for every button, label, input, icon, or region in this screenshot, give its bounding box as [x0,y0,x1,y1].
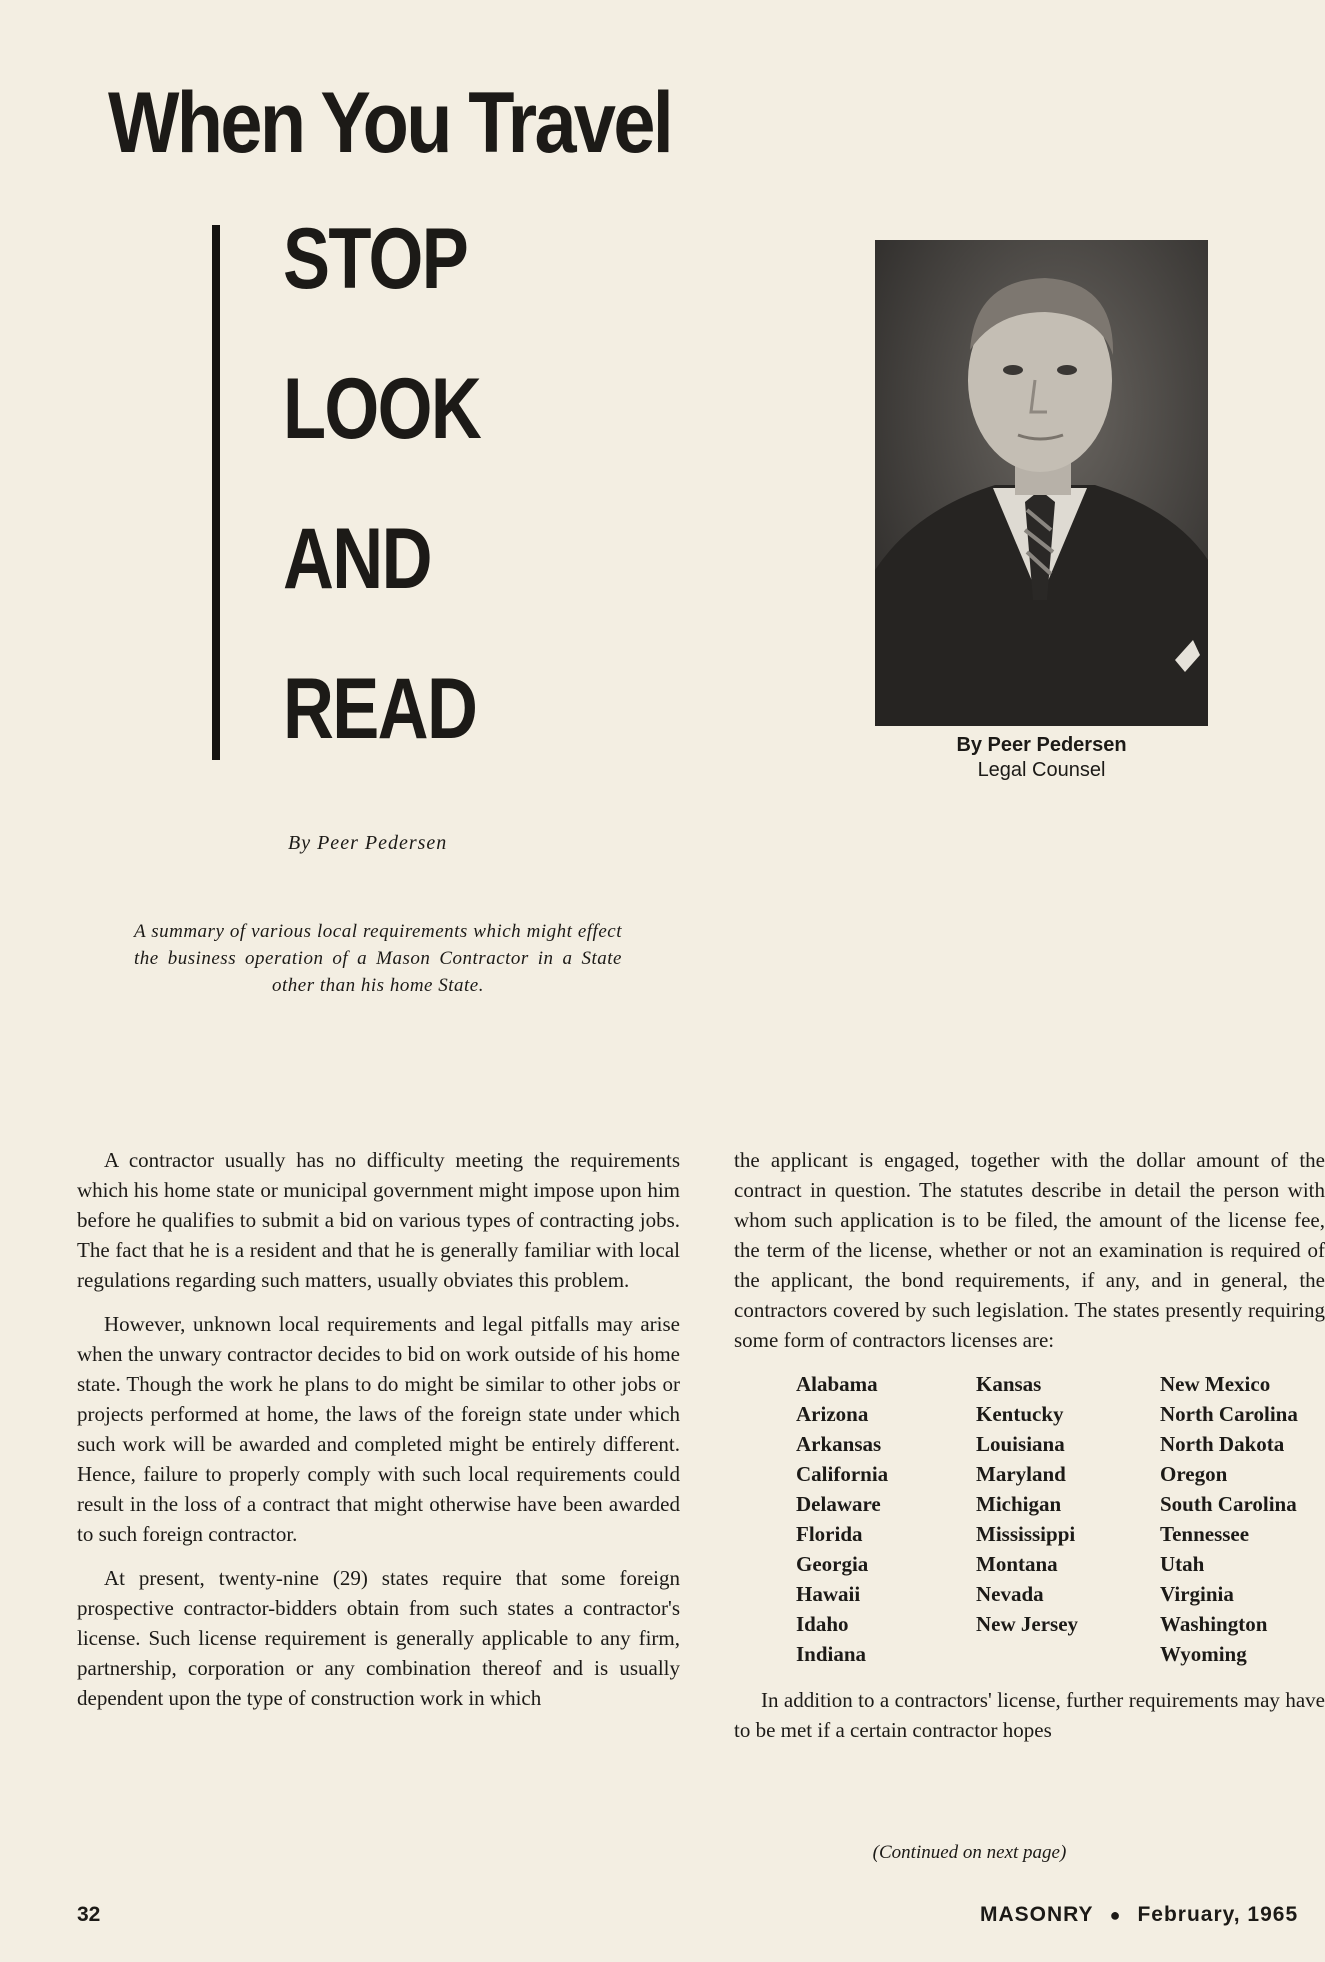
state-name: Michigan [976,1492,1062,1516]
body-paragraph: At present, twenty-nine (29) states require that some foreign prospective contractor-bidders obtain from such states a contractor's license. Such license requirement is generally applicable to any firm, partnership, corporation or any combination thereof and is usually dependent upon the type of construction work in which [77,1566,680,1710]
state-name: North Dakota [1160,1432,1285,1456]
state-name: Wyoming [1160,1642,1247,1666]
states-column-1 [796,1369,976,1669]
state-name: Maryland [976,1462,1066,1486]
body-paragraph: In addition to a contractors' license, further requirements may have to be met if a certain contractor hopes [734,1688,1325,1742]
states-column-2 [976,1369,1160,1669]
body-paragraph: the applicant is engaged, together with the dollar amount of the contract in question. The statutes describe in detail the person with whom such application is to be filed, the amount of the license fee, the term of the license, whether or not an examination is required of the applicant, the bond requirements, if any, and in general, the contractors covered by such legislation. The states presently requiring some form of contractors licenses are: [734,1148,1325,1352]
state-name: Mississippi [976,1522,1076,1546]
state-name: New Mexico [1160,1372,1271,1396]
state-name: New Jersey [976,1612,1079,1636]
state-name: Nevada [976,1582,1044,1606]
state-name: Montana [976,1552,1058,1576]
state-name: Florida [796,1522,863,1546]
state-name: Alabama [796,1372,878,1396]
body-column-left [77,1145,680,1727]
bullet-separator: ● [1109,1905,1122,1925]
state-name: Georgia [796,1552,869,1576]
state-name: Utah [1160,1552,1205,1576]
state-name: Delaware [796,1492,881,1516]
state-name: Arizona [796,1402,869,1426]
state-name: Indiana [796,1642,867,1666]
article-title: When You Travel [108,75,672,171]
body-paragraph: A contractor usually has no difficulty meeting the requirements which his home state or municipal government might impose upon him before he qualifies to submit a bid on various types of contracting jobs. The fact that he is a resident and that he is generally familiar with local regulations regarding such matters, usually obviates this problem. [77,1148,680,1292]
state-name: South Carolina [1160,1492,1297,1516]
state-name: Virginia [1160,1582,1234,1606]
state-name: Kentucky [976,1402,1064,1426]
state-name: Tennessee [1160,1522,1250,1546]
headline-word-and: AND [283,511,431,607]
headline-word-stop: STOP [283,211,468,307]
state-name: Hawaii [796,1582,861,1606]
body-paragraph: However, unknown local requirements and legal pitfalls may arise when the unwary contractor decides to bid on work outside of his home state. Though the work he plans to do might be similar to other jobs or projects performed at home, the laws of the foreign state under which such work will be awarded and completed might be entirely different. Hence, failure to properly comply with such local requirements could result in the loss of a contract that might otherwise have been awarded to such foreign contractor. [77,1312,680,1546]
headline-word-read: READ [283,661,477,757]
continued-note [734,1842,1325,1864]
photo-caption [875,733,1208,783]
continued-text: (Continued on next page) [872,1842,1067,1863]
state-name: Washington [1160,1612,1268,1636]
caption-name: By Peer Pedersen [956,734,1127,756]
states-column-3 [1160,1369,1325,1669]
state-name: Louisiana [976,1432,1065,1456]
article-summary: A summary of various local requirements which might effect the business operation of a Mason Contractor in a State other than his home State. [134,921,622,996]
byline: By Peer Pedersen [288,832,448,854]
author-portrait [875,240,1208,726]
vertical-rule [212,225,220,760]
issue-date: February, 1965 [1137,1903,1299,1926]
state-name: Idaho [796,1612,849,1636]
headline-word-look: LOOK [283,361,481,457]
body-column-right [734,1145,1325,1785]
state-name: North Carolina [1160,1402,1298,1426]
magazine-footer [980,1903,1298,1927]
magazine-name: MASONRY [980,1903,1094,1926]
state-name: Oregon [1160,1462,1228,1486]
state-name: California [796,1462,889,1486]
states-list [796,1369,1325,1669]
portrait-illustration [875,240,1208,726]
page-number: 32 [77,1903,101,1926]
state-name: Kansas [976,1372,1042,1396]
caption-title: Legal Counsel [977,759,1106,781]
state-name: Arkansas [796,1432,882,1456]
